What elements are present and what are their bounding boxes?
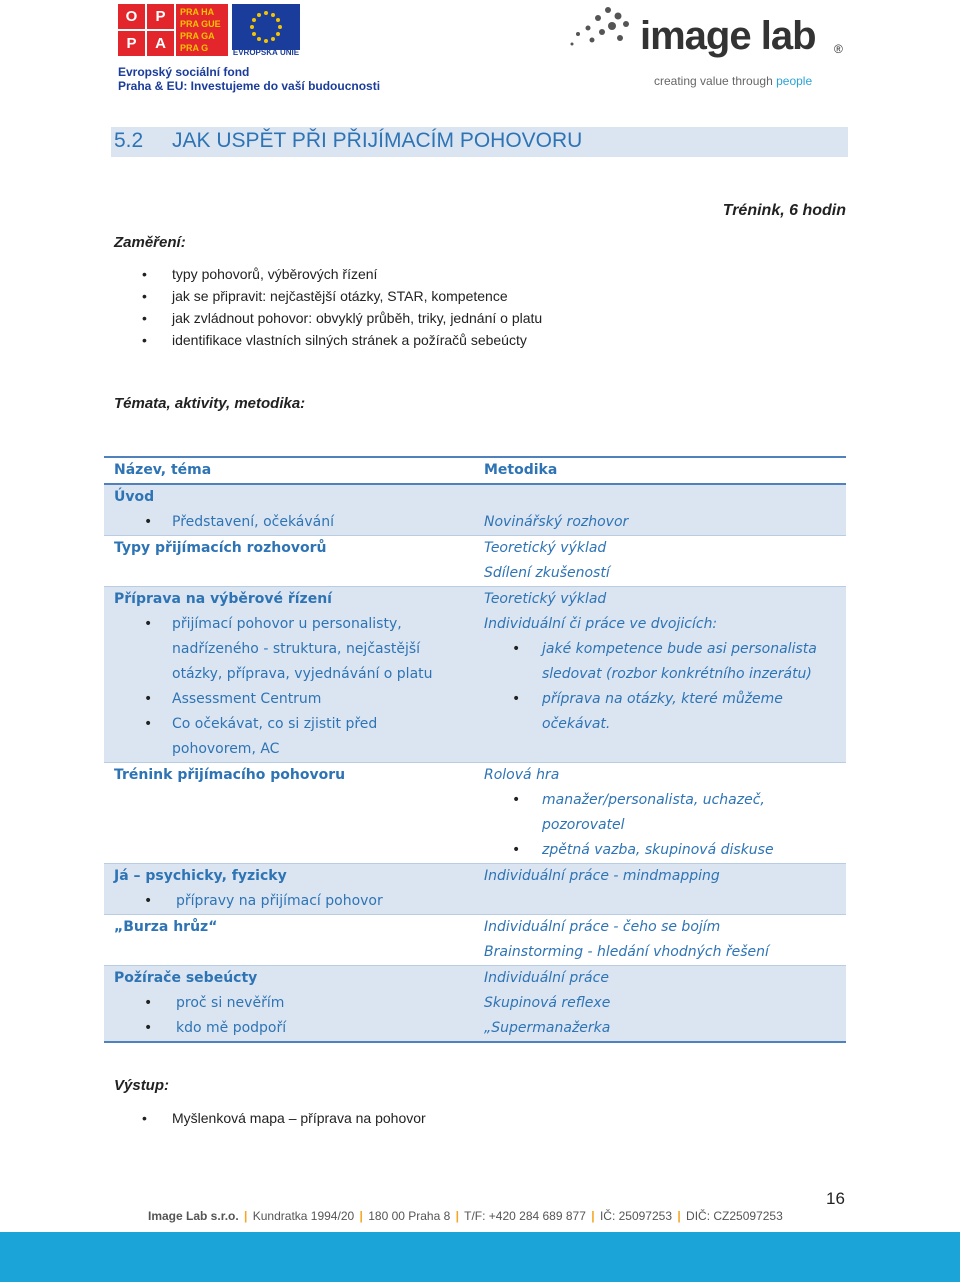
eu-flag-icon bbox=[232, 4, 300, 50]
praha-logo bbox=[176, 4, 228, 56]
section-title: JAK USPĚT PŘI PŘIJÍMACÍM POHOVORU bbox=[172, 129, 583, 152]
footer-separator: | bbox=[677, 1209, 681, 1223]
section-number: 5.2 bbox=[114, 129, 144, 152]
footer-separator: | bbox=[455, 1209, 459, 1223]
row-method: Individuální práce - čeho se bojím bbox=[484, 919, 721, 935]
footer-address: Kundratka 1994/20 bbox=[252, 1209, 355, 1223]
list-item: • typy pohovorů, výběrových řízení bbox=[148, 263, 542, 285]
row-method: Teoretický výklad bbox=[484, 591, 607, 607]
row-method: Rolová hra bbox=[484, 767, 560, 783]
row-bullet: • Assessment Centrum bbox=[114, 687, 474, 712]
opp-letter: A bbox=[147, 31, 174, 56]
brand-tagline bbox=[654, 74, 812, 88]
row-title: Příprava na výběrové řízení bbox=[114, 591, 332, 607]
row-title: „Burza hrůz“ bbox=[114, 919, 218, 935]
row-bullet-cont: otázky, příprava, vyjednávání o platu bbox=[172, 666, 433, 682]
brand-registered: ® bbox=[834, 42, 843, 56]
row-title: Úvod bbox=[114, 489, 155, 505]
table-row bbox=[104, 536, 846, 587]
eu-label: EVROPSKÁ UNIE bbox=[232, 48, 300, 57]
row-method: Novinářský rozhovor bbox=[484, 514, 629, 530]
row-title: Já – psychicky, fyzicky bbox=[114, 868, 287, 884]
row-bullet: • proč si nevěřím bbox=[114, 991, 474, 1016]
brand-name: image lab bbox=[640, 14, 816, 58]
method-bullet-cont: sledovat (rozbor konkrétního inzerátu) bbox=[542, 666, 812, 682]
table-row bbox=[104, 587, 846, 763]
footer-city: 180 00 Praha 8 bbox=[368, 1209, 451, 1223]
row-title: Trénink přijímacího pohovoru bbox=[114, 767, 346, 783]
row-title: Typy přijímacích rozhovorů bbox=[114, 540, 327, 556]
image-lab-dots-icon bbox=[568, 4, 636, 56]
opp-letter: P bbox=[147, 4, 174, 29]
table-row bbox=[104, 966, 846, 1041]
footer bbox=[148, 1209, 783, 1223]
tagline-text: creating value through bbox=[654, 74, 777, 88]
footer-separator: | bbox=[244, 1209, 248, 1223]
spacer bbox=[484, 485, 846, 510]
method-bullet-cont: očekávat. bbox=[542, 716, 611, 732]
page-number: 16 bbox=[826, 1189, 845, 1208]
method-bullet: • zpětná vazba, skupinová diskuse bbox=[484, 838, 846, 863]
esf-line-2: Praha & EU: Investujeme do vaší budoucnosti bbox=[118, 79, 381, 93]
table-row bbox=[104, 763, 846, 864]
method-bullet-cont: pozorovatel bbox=[542, 817, 625, 833]
method-bullet: • příprava na otázky, které můžeme bbox=[484, 687, 846, 712]
row-bullet: • přijímací pohovor u personalisty, bbox=[114, 612, 474, 637]
topics-table bbox=[104, 456, 846, 1043]
table-row bbox=[104, 915, 846, 966]
output-label: Výstup: bbox=[114, 1077, 170, 1094]
row-method: Individuální práce - mindmapping bbox=[484, 868, 720, 884]
row-bullet-cont: nadřízeného - struktura, nejčastější bbox=[172, 641, 421, 657]
praha-line: PRA GUE bbox=[180, 19, 221, 29]
column-header: Metodika bbox=[484, 462, 558, 478]
row-title: Požírače sebeúcty bbox=[114, 970, 258, 986]
footer-separator: | bbox=[591, 1209, 595, 1223]
footer-dic: DIČ: CZ25097253 bbox=[686, 1209, 783, 1223]
row-method: Skupinová reflexe bbox=[484, 995, 611, 1011]
row-method: „Supermanažerka bbox=[484, 1020, 611, 1036]
row-method: Individuální či práce ve dvojicích: bbox=[484, 616, 718, 632]
method-bullet: • jaké kompetence bude asi personalista bbox=[484, 637, 846, 662]
column-header: Název, téma bbox=[114, 462, 212, 478]
row-bullet: • kdo mě podpoří bbox=[114, 1016, 474, 1041]
footer-company: Image Lab s.r.o. bbox=[148, 1209, 239, 1223]
footer-bar bbox=[0, 1232, 960, 1282]
list-item: • jak zvládnout pohovor: obvyklý průběh, triky, jednání o platu bbox=[148, 307, 542, 329]
row-bullet: • Co očekávat, co si zjistit před bbox=[114, 712, 474, 737]
esf-line-1: Evropský sociální fond bbox=[118, 65, 250, 79]
row-bullet: • přípravy na přijímací pohovor bbox=[114, 889, 474, 914]
table-row bbox=[104, 485, 846, 536]
list-item: • jak se připravit: nejčastější otázky, STAR, kompetence bbox=[148, 285, 542, 307]
row-bullet: • Představení, očekávání bbox=[114, 510, 474, 535]
footer-separator: | bbox=[359, 1209, 363, 1223]
output-list bbox=[148, 1107, 426, 1129]
row-method: Sdílení zkušeností bbox=[484, 565, 610, 581]
opp-letter: O bbox=[118, 4, 145, 29]
method-bullet: • manažer/personalista, uchazeč, bbox=[484, 788, 846, 813]
training-duration: Trénink, 6 hodin bbox=[722, 202, 846, 219]
list-item: • Myšlenková mapa – příprava na pohovor bbox=[148, 1107, 426, 1129]
opp-letter: P bbox=[118, 31, 145, 56]
tagline-accent: people bbox=[776, 74, 813, 88]
topics-label: Témata, aktivity, metodika: bbox=[114, 395, 306, 412]
opp-logo bbox=[118, 4, 174, 56]
row-method: Teoretický výklad bbox=[484, 540, 607, 556]
praha-line: PRA G bbox=[180, 43, 209, 53]
row-method: Brainstorming - hledání vhodných řešení bbox=[484, 944, 769, 960]
praha-line: PRA HA bbox=[180, 7, 215, 17]
praha-line: PRA GA bbox=[180, 31, 215, 41]
row-bullet-cont: pohovorem, AC bbox=[172, 741, 280, 757]
footer-phone: T/F: +420 284 689 877 bbox=[464, 1209, 586, 1223]
focus-list bbox=[148, 263, 542, 351]
row-method: Individuální práce bbox=[484, 970, 609, 986]
focus-label: Zaměření: bbox=[114, 234, 186, 251]
table-row bbox=[104, 864, 846, 915]
footer-ic: IČ: 25097253 bbox=[599, 1209, 672, 1223]
list-item: • identifikace vlastních silných stránek a požíračů sebeúcty bbox=[148, 329, 542, 351]
table-header-row bbox=[104, 458, 846, 485]
